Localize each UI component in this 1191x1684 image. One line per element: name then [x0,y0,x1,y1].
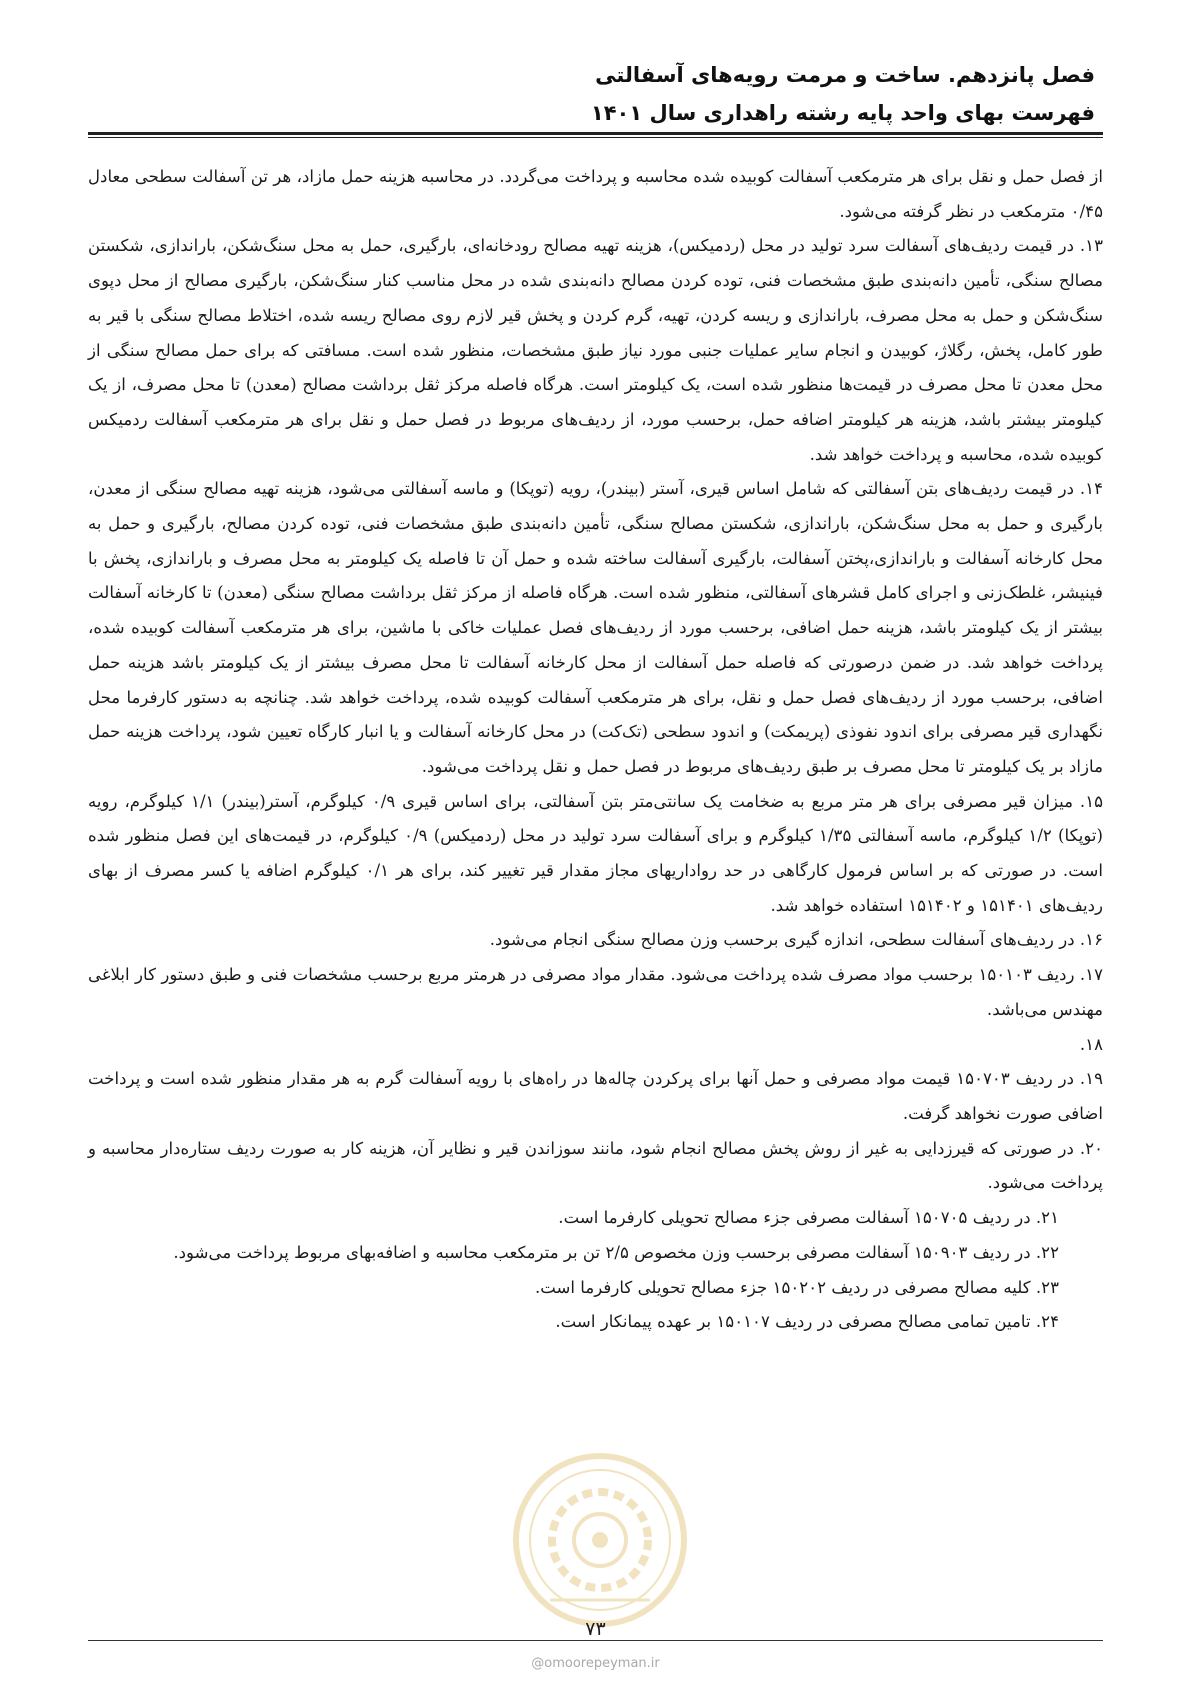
paragraph-16: ۱۶. در ردیف‌های آسفالت سطحی، اندازه گیری برحسب وزن مصالح سنگی انجام می‌شود. [489,930,1103,950]
watermark-url: @omoorepeyman.ir [531,1656,660,1671]
page-header [96,56,1095,132]
paragraph-22: ۲۲. در ردیف ۱۵۰۹۰۳ آسفالت مصرفی برحسب وزن مخصوص ۲/۵ تن بر مترمکعب محاسبه و اضافه‌بهای مربوط پرداخت می‌شود. [173,1242,1059,1262]
watermark-seal-icon [510,1450,690,1630]
document-body [88,160,1103,1340]
paragraph-17: ۱۷. ردیف ۱۵۰۱۰۳ برحسب مواد مصرف شده پرداخت می‌شود. مقدار مواد مصرفی در هرمتر مربع برحسب مشخصات فنی و طبق دستور کار ابلاغی مهندس می‌باشد. [88,965,1103,1019]
paragraph-15: ۱۵. میزان قیر مصرفی برای هر متر مربع به ضخامت یک سانتی‌متر بتن آسفالتی، برای اساس قیری ۰/۹ کیلوگرم، آستر(بیندر) ۱/۱ کیلوگرم، رویه (توپکا) ۱/۲ کیلوگرم، ماسه آسفالتی ۱/۳۵ کیلوگرم و برای آسفالت سرد تولید در محل (ردمیکس) ۰/۹ کیلوگرم، در قیمت‌های این فصل منظور شده است. در صورتی که بر اساس فرمول کارگاهی در حد رواداریهای مجاز مقدار قیر تغییر کند، برای هر ۰/۱ کیلوگرم اضافه یا کسر مصرف از بهای ردیف‌های ۱۵۱۴۰۱ و ۱۵۱۴۰۲ استفاده خواهد شد. [88,791,1104,915]
header-rule-thick [88,132,1103,135]
paragraph-23: ۲۳. کلیه مصالح مصرفی در ردیف ۱۵۰۲۰۲ جزء مصالح تحویلی کارفرما است. [534,1277,1059,1297]
paragraph-19: ۱۹. در ردیف ۱۵۰۷۰۳ قیمت مواد مصرفی و حمل آنها برای پرکردن چاله‌ها در راه‌های با رویه آسفالت گرم به هر مقدار منظور شده است و پرداخت اضافی صورت نخواهد گرفت. [88,1069,1103,1123]
header-rule-thin [88,137,1103,138]
paragraph-continued: از فصل حمل و نقل برای هر مترمکعب آسفالت کوبیده شده محاسبه و پرداخت می‌گردد. در محاسبه هزینه حمل مازاد، هر تن آسفالت سطحی معادل ۰/۴۵ مترمکعب در نظر گرفته می‌شود. [88,167,1103,221]
chapter-title: فصل پانزدهم. ساخت و مرمت رویه‌های آسفالتی [595,63,1095,87]
page-number: ۷۳ [585,1618,606,1640]
paragraph-18: ۱۸. [1079,1034,1103,1054]
price-list-title: فهرست بهای واحد پایه رشته راهداری سال ۱۴۰۱ [590,101,1095,125]
paragraph-24: ۲۴. تامین تمامی مصالح مصرفی در ردیف ۱۵۰۱۰۷ بر عهده پیمانکار است. [555,1312,1059,1332]
paragraph-14: ۱۴. در قیمت ردیف‌های بتن آسفالتی که شامل اساس قیری، آستر (بیندر)، رویه (توپکا) و ماسه آسفالتی می‌شود، هزینه تهیه مصالح سنگی از معدن، بارگیری و حمل به محل سنگ‌شکن، باراندازی، شکستن مصالح سنگی، تأمین دانه‌بندی طبق مشخصات فنی، توده کردن مصالح، بارگیری و حمل به محل کارخانه آسفالت و باراندازی،پختن آسفالت، بارگیری آسفالت ساخته شده و حمل آن تا فاصله یک کیلومتر به محل مصرف و باراندازی، پخش با فینیشر، غلطک‌زنی و اجرای کامل قشرهای آسفالتی، منظور شده است. هرگاه فاصله از مرکز ثقل برداشت مصالح سنگی (معدن) تا کارخانه آسفالت بیشتر از یک کیلومتر باشد، هزینه حمل اضافی، برحسب مورد از ردیف‌های فصل عملیات خاکی با ماشین، برای هر مترمکعب آسفالت کوبیده شده، پرداخت خواهد شد. در ضمن درصورتی که فاصله حمل آسفالت از محل کارخانه آسفالت تا محل مصرف بیشتر از یک کیلومتر باشد هزینه حمل اضافی، برحسب مورد از ردیف‌های فصل حمل و نقل، برای هر مترمکعب آسفالت کوبیده شده، پرداخت خواهد شد. چنانچه به دستور کارفرما محل نگهداری قیر مصرفی برای اندود نفوذی (پریمکت) و اندود سطحی (تک‌کت) در محل کارخانه آسفالت و یا انبار کارگاه تعیین شود، پرداخت هزینه حمل مازاد بر یک کیلومتر تا محل مصرف بر طبق ردیف‌های مربوط در فصل حمل و نقل پرداخت می‌شود. [88,479,1103,776]
paragraph-13: ۱۳. در قیمت ردیف‌های آسفالت سرد تولید در محل (ردمیکس)، هزینه تهیه مصالح رودخانه‌ای، بارگیری، حمل به محل سنگ‌شکن، باراندازی، شکستن مصالح سنگی، تأمین دانه‌بندی طبق مشخصات فنی، توده کردن مصالح دانه‌بندی شده در محل مناسب کنار سنگ‌شکن، بارگیری مصالح از محل دپوی سنگ‌شکن و حمل به محل مصرف، باراندازی و ریسه کردن، تهیه، گرم کردن و پخش قیر لازم روی مصالح ریسه شده، اختلاط مصالح سنگی با قیر به طور کامل، پخش، رگلاژ، کوبیدن و انجام سایر عملیات جنبی مورد نیاز طبق مشخصات، منظور شده است. مسافتی که برای حمل مصالح سنگی از محل معدن تا محل مصرف در قیمت‌ها منظور شده است، یک کیلومتر است. هرگاه فاصله مرکز ثقل برداشت مصالح (معدن) تا محل مصرف، از یک کیلومتر بیشتر باشد، هزینه هر کیلومتر اضافه حمل، برحسب مورد، از ردیف‌های مربوط در فصل حمل و نقل برای هر مترمکعب آسفالت ردمیکس کوبیده شده، محاسبه و پرداخت خواهد شد. [88,236,1103,464]
paragraph-20: ۲۰. در صورتی که قیرزدایی به غیر از روش پخش مصالح انجام شود، مانند سوزاندن قیر و نظایر آن، هزینه کار به صورت ردیف ستاره‌دار محاسبه و پرداخت می‌شود. [88,1138,1103,1193]
footer-rule [88,1640,1103,1641]
paragraph-21: ۲۱. در ردیف ۱۵۰۷۰۵ آسفالت مصرفی جزء مصالح تحویلی کارفرما است. [558,1208,1059,1228]
